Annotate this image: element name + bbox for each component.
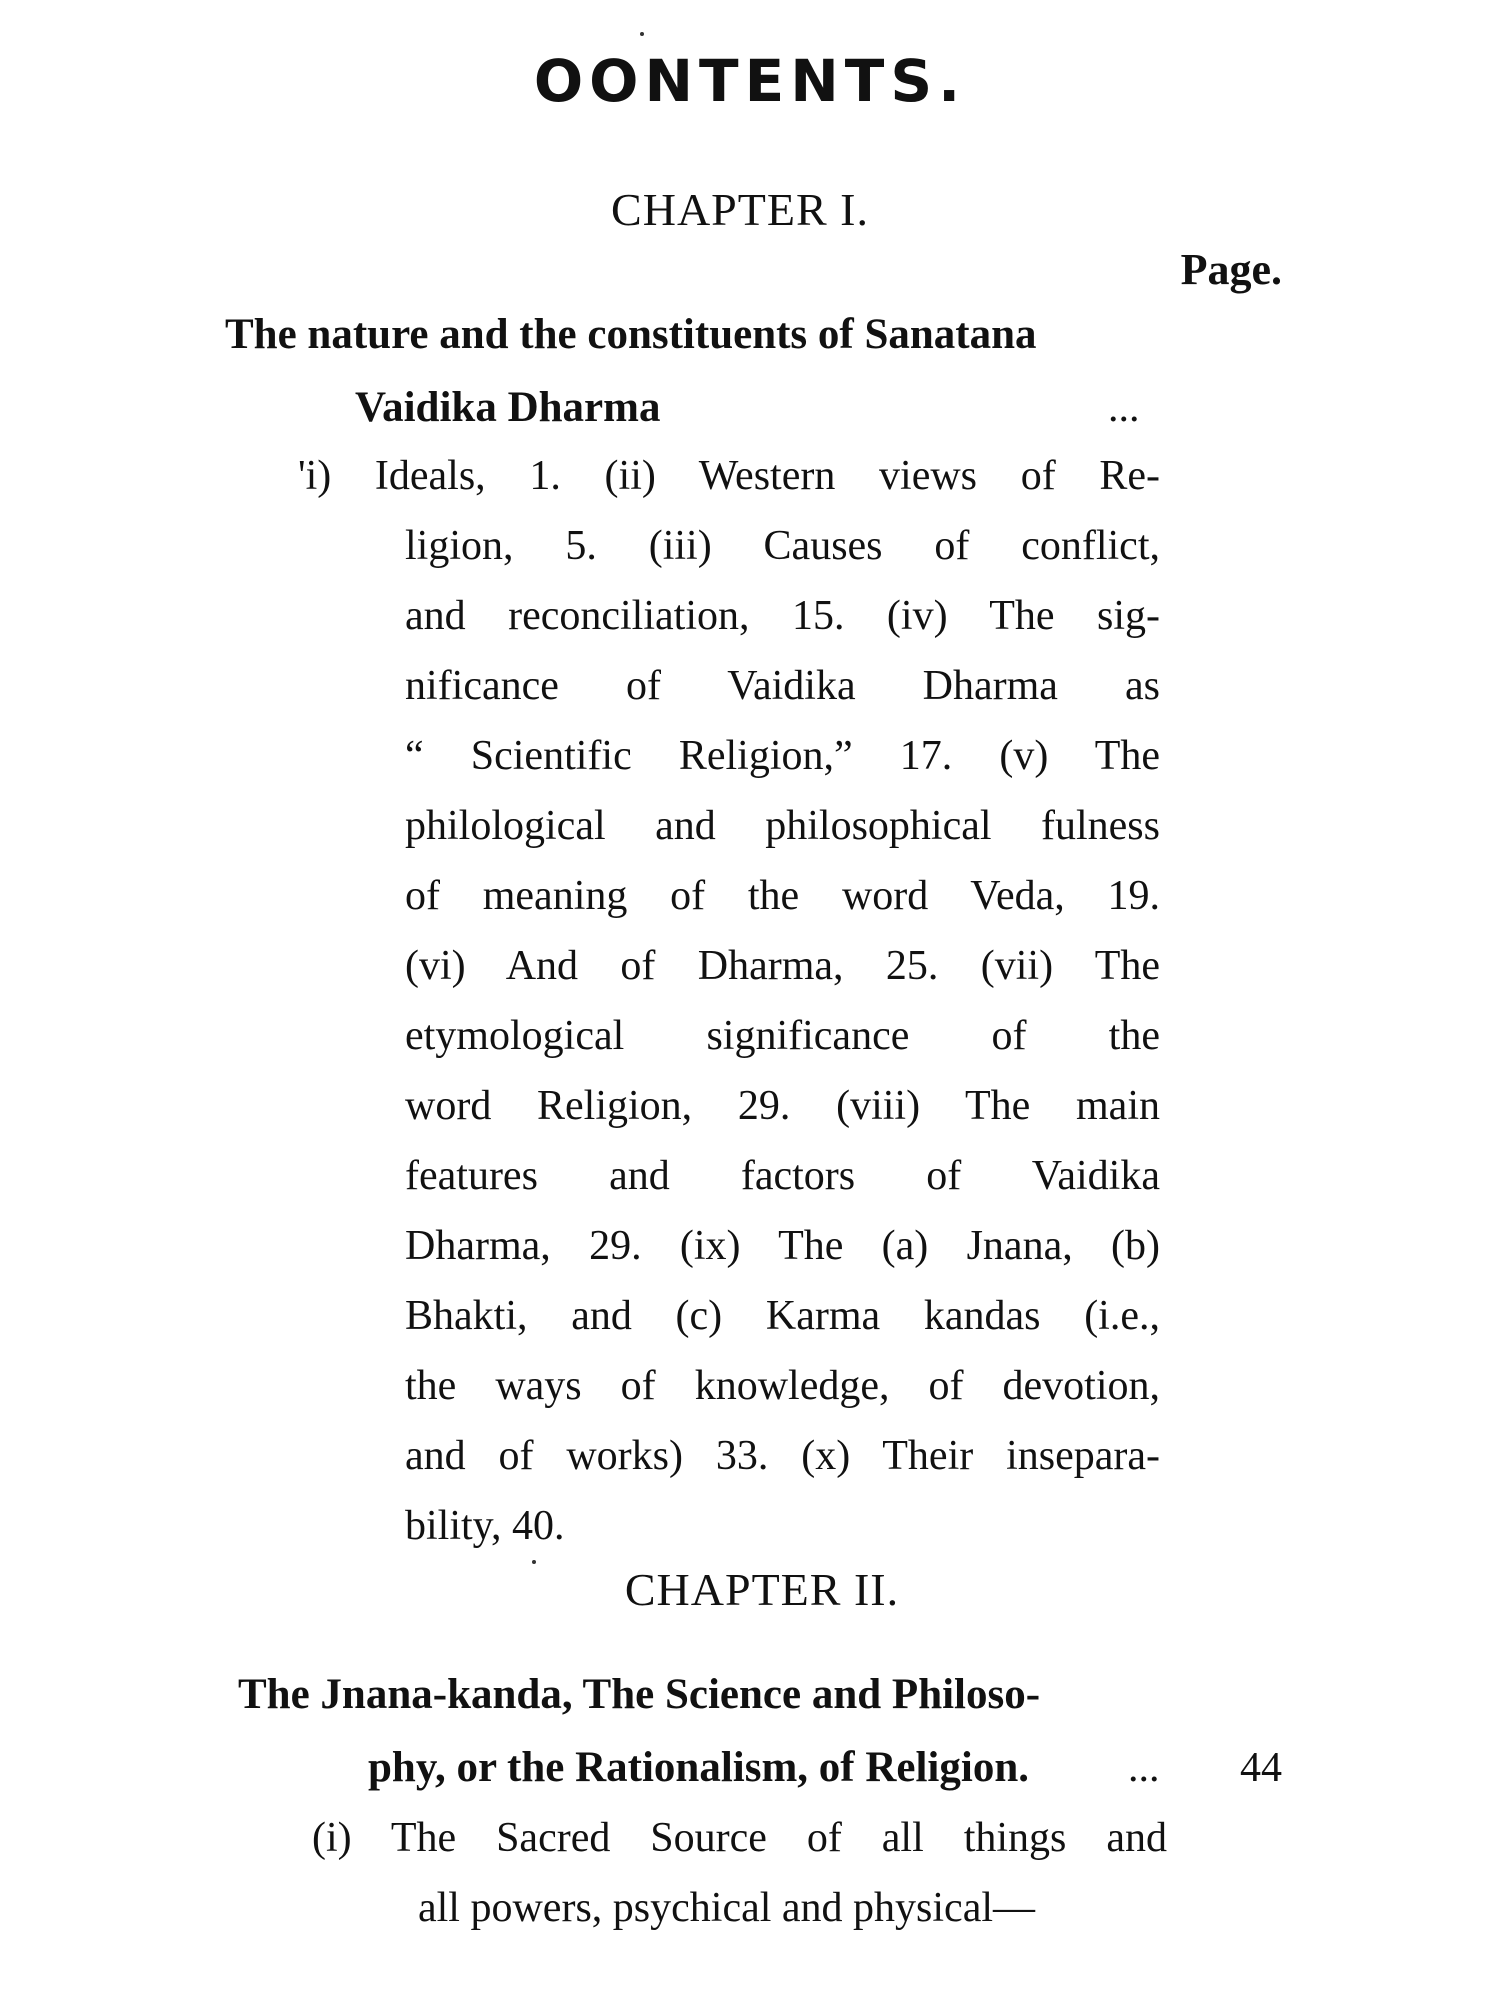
chapter-1-subtopic-line: philological and philosophical fulness — [405, 803, 1160, 849]
chapter-1-subtopic-line: word Religion, 29. (viii) The main — [405, 1083, 1160, 1129]
chapter-1-subtopic-line: Bhakti, and (c) Karma kandas (i.e., — [405, 1293, 1160, 1339]
chapter-1-entry-line-2: Vaidika Dharma — [355, 384, 661, 431]
chapter-1-subtopic-line: bility, 40. — [405, 1503, 565, 1549]
chapter-2-entry-line-1: The Jnana-kanda, The Science and Philoso- — [238, 1671, 1041, 1718]
chapter-1-subtopic-line: nificance of Vaidika Dharma as — [405, 663, 1160, 709]
chapter-1-subtopic-line: and reconciliation, 15. (iv) The sig- — [405, 593, 1160, 639]
chapter-1-subtopic-line: “ Scientific Religion,” 17. (v) The — [405, 733, 1160, 779]
chapter-1-subtopic-line: ligion, 5. (iii) Causes of conflict, — [405, 523, 1160, 569]
chapter-1-subtopic-line: Dharma, 29. (ix) The (a) Jnana, (b) — [405, 1223, 1160, 1269]
print-speck — [640, 32, 644, 36]
print-speck — [532, 1560, 536, 1564]
chapter-2-subtopic-line: (i) The Sacred Source of all things and — [312, 1815, 1167, 1861]
chapter-1-subtopic-line: the ways of knowledge, of devotion, — [405, 1363, 1160, 1409]
chapter-2-entry-leader: ... — [1128, 1745, 1160, 1791]
chapter-1-subtopic-line: etymological significance of the — [405, 1013, 1160, 1059]
chapter-1-subtopic-line: features and factors of Vaidika — [405, 1153, 1160, 1199]
chapter-1-heading: CHAPTER I. — [611, 184, 869, 235]
chapter-2-entry-page: 44 — [1240, 1745, 1282, 1791]
chapter-1-subtopic-line: and of works) 33. (x) Their insepara- — [405, 1433, 1160, 1479]
chapter-1-entry-leader: ... — [1108, 385, 1140, 431]
chapter-1-subtopic-line: 'i) Ideals, 1. (ii) Western views of Re- — [298, 453, 1160, 499]
chapter-2-subtopic-line: all powers, psychical and physical— — [418, 1885, 1035, 1931]
page-column-label: Page. — [1180, 245, 1282, 294]
chapter-1-entry-line-1: The nature and the constituents of Sanatana — [225, 311, 1037, 358]
chapter-1-subtopic-line: (vi) And of Dharma, 25. (vii) The — [405, 943, 1160, 989]
chapter-2-entry-line-2: phy, or the Rationalism, of Religion. — [368, 1744, 1029, 1791]
chapter-1-subtopic-line: of meaning of the word Veda, 19. — [405, 873, 1160, 919]
page-title: OONTENTS. — [533, 47, 967, 115]
chapter-2-heading: CHAPTER II. — [624, 1564, 900, 1615]
